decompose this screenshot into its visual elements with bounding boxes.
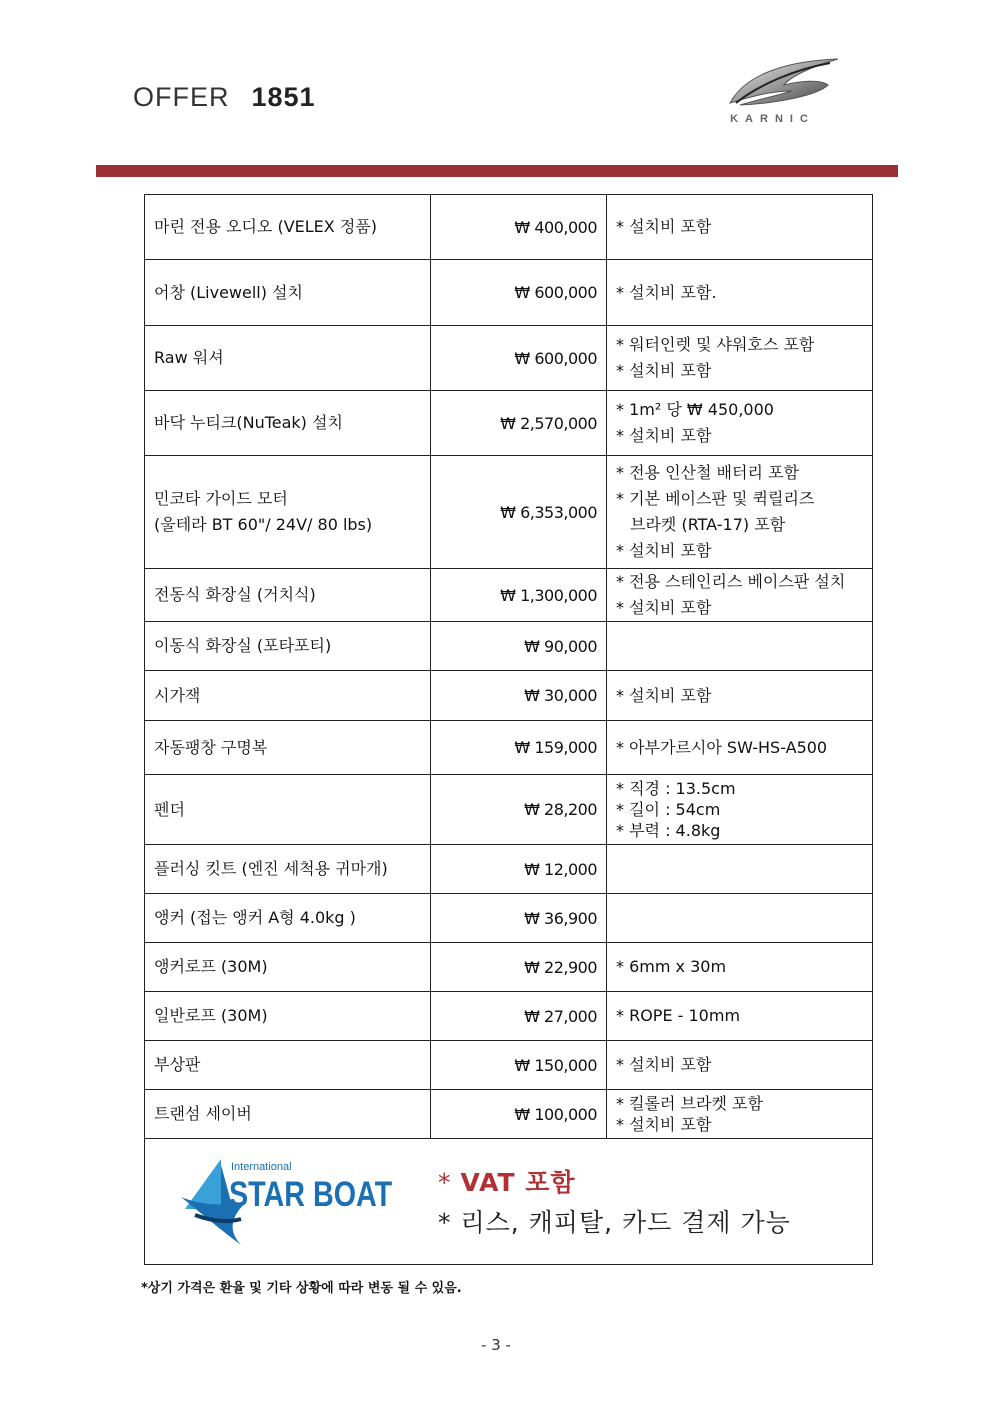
page-number: - 3 - <box>481 1336 511 1354</box>
item-price: ₩ 90,000 <box>431 622 607 671</box>
item-note-line: * 아부가르시아 SW-HS-A500 <box>616 737 828 757</box>
summary-box <box>144 1139 873 1265</box>
item-notes <box>607 775 873 845</box>
item-name <box>145 671 431 721</box>
disclaimer: *상기 가격은 환율 및 기타 상황에 따라 변동 될 수 있음. <box>141 1281 462 1296</box>
item-notes <box>607 1090 873 1139</box>
item-price: ₩ 2,570,000 <box>431 391 607 456</box>
item-notes <box>607 326 873 391</box>
item-note-line: * 부력 : 4.8kg <box>616 821 721 840</box>
brand-top-text: International <box>231 1161 292 1173</box>
item-price: ₩ 600,000 <box>431 326 607 391</box>
table-row <box>145 326 873 391</box>
item-name-line: 펜더 <box>154 799 185 819</box>
item-name-line: 부상판 <box>154 1055 201 1074</box>
item-note-line: * 길이 : 54cm <box>616 800 721 819</box>
item-notes <box>607 845 873 894</box>
item-name-line: 트랜섬 세이버 <box>154 1104 252 1123</box>
table-row <box>145 260 873 326</box>
item-note-line: * 설치비 포함 <box>616 217 712 236</box>
table-row <box>145 569 873 622</box>
item-name-line: 일반로프 (30M) <box>154 1006 268 1025</box>
item-notes <box>607 943 873 992</box>
item-name-line: 민코타 가이드 모터 <box>154 489 288 508</box>
payment-note: * 리스, 캐피탈, 카드 결제 가능 <box>438 1208 791 1237</box>
item-note-line: * 1m² 당 ₩ 450,000 <box>616 400 774 419</box>
item-name <box>145 894 431 943</box>
item-price: ₩ 12,000 <box>431 845 607 894</box>
item-name <box>145 1090 431 1139</box>
item-name <box>145 943 431 992</box>
item-note-line: * 설치비 포함 <box>616 685 712 705</box>
item-name-line: 전동식 화장실 (거치식) <box>154 585 316 604</box>
item-name-line: 앵커 (접는 앵커 A형 4.0kg ) <box>154 908 356 927</box>
item-notes <box>607 721 873 775</box>
price-table <box>144 194 873 1139</box>
item-name-line: 시가잭 <box>154 685 201 705</box>
table-row <box>145 671 873 721</box>
item-notes <box>607 569 873 622</box>
item-note-line: 브라켓 (RTA-17) 포함 <box>630 515 786 534</box>
offer-label: OFFER <box>133 82 230 112</box>
item-name <box>145 260 431 326</box>
item-notes <box>607 1041 873 1090</box>
item-note-line: * 설치비 포함 <box>616 361 712 380</box>
item-note-line: * 설치비 포함 <box>616 426 712 445</box>
table-row <box>145 721 873 775</box>
item-notes <box>607 894 873 943</box>
item-note-line: * 설치비 포함 <box>616 1055 712 1074</box>
item-notes <box>607 456 873 569</box>
table-row <box>145 845 873 894</box>
item-name <box>145 992 431 1041</box>
item-note-line: * 설치비 포함 <box>616 1115 712 1134</box>
brand-name: STAR BOAT <box>229 1175 393 1214</box>
item-price: ₩ 600,000 <box>431 260 607 326</box>
vat-text: VAT 포함 <box>460 1168 576 1197</box>
item-notes <box>607 195 873 260</box>
table-row <box>145 622 873 671</box>
table-row <box>145 1090 873 1139</box>
item-note-line: * 전용 스테인리스 베이스판 설치 <box>616 572 846 591</box>
item-price: ₩ 27,000 <box>431 992 607 1041</box>
vat-note <box>438 1163 576 1199</box>
item-note-line: * 워터인렛 및 샤워호스 포함 <box>616 335 815 354</box>
item-note-line: * 직경 : 13.5cm <box>616 779 736 798</box>
table-row <box>145 992 873 1041</box>
item-name <box>145 326 431 391</box>
item-name-line: 이동식 화장실 (포타포티) <box>154 636 332 655</box>
item-name <box>145 775 431 845</box>
item-name-line: 바닥 누티크(NuTeak) 설치 <box>154 413 343 432</box>
item-name <box>145 1041 431 1090</box>
item-note-line: * 킬롤러 브라켓 포함 <box>616 1094 763 1113</box>
item-note-line: * 기본 베이스판 및 퀵릴리즈 <box>616 489 815 508</box>
item-name <box>145 391 431 456</box>
item-note-line: * 설치비 포함. <box>616 282 717 302</box>
item-price: ₩ 1,300,000 <box>431 569 607 622</box>
item-note-line: * 전용 인산철 배터리 포함 <box>616 463 799 482</box>
item-price: ₩ 159,000 <box>431 721 607 775</box>
table-row <box>145 195 873 260</box>
vat-star: * <box>438 1168 452 1197</box>
item-name-line: 앵커로프 (30M) <box>154 957 268 976</box>
item-name-line: 어창 (Livewell) 설치 <box>154 282 303 302</box>
logo-text: KARNIC <box>730 113 815 125</box>
item-note-line: * ROPE - 10mm <box>616 1006 741 1025</box>
item-name <box>145 721 431 775</box>
item-name-line: 플러싱 킷트 (엔진 세척용 귀마개) <box>154 859 388 878</box>
item-price: ₩ 150,000 <box>431 1041 607 1090</box>
item-notes <box>607 622 873 671</box>
table-row <box>145 943 873 992</box>
item-notes <box>607 260 873 326</box>
item-name-line: 자동팽창 구명복 <box>154 737 268 757</box>
item-name <box>145 195 431 260</box>
item-notes <box>607 671 873 721</box>
item-name <box>145 622 431 671</box>
item-price: ₩ 100,000 <box>431 1090 607 1139</box>
item-name <box>145 456 431 569</box>
item-name-line: Raw 워셔 <box>154 348 224 367</box>
table-row <box>145 456 873 569</box>
item-price: ₩ 400,000 <box>431 195 607 260</box>
item-notes <box>607 391 873 456</box>
table-row <box>145 775 873 845</box>
offer-number: 1851 <box>251 82 316 112</box>
table-row <box>145 894 873 943</box>
item-notes <box>607 992 873 1041</box>
item-note-line: * 6mm x 30m <box>616 957 727 976</box>
item-note-line: * 설치비 포함 <box>616 598 712 617</box>
item-name-line: (울테라 BT 60"/ 24V/ 80 lbs) <box>154 515 373 534</box>
item-price: ₩ 36,900 <box>431 894 607 943</box>
item-note-line: * 설치비 포함 <box>616 541 712 560</box>
item-price: ₩ 6,353,000 <box>431 456 607 569</box>
item-name <box>145 569 431 622</box>
item-price: ₩ 30,000 <box>431 671 607 721</box>
accent-bar <box>96 165 898 177</box>
item-name-line: 마린 전용 오디오 (VELEX 정품) <box>154 217 377 236</box>
item-name <box>145 845 431 894</box>
item-price: ₩ 28,200 <box>431 775 607 845</box>
item-price: ₩ 22,900 <box>431 943 607 992</box>
offer-title <box>133 82 316 113</box>
table-row <box>145 391 873 456</box>
table-row <box>145 1041 873 1090</box>
